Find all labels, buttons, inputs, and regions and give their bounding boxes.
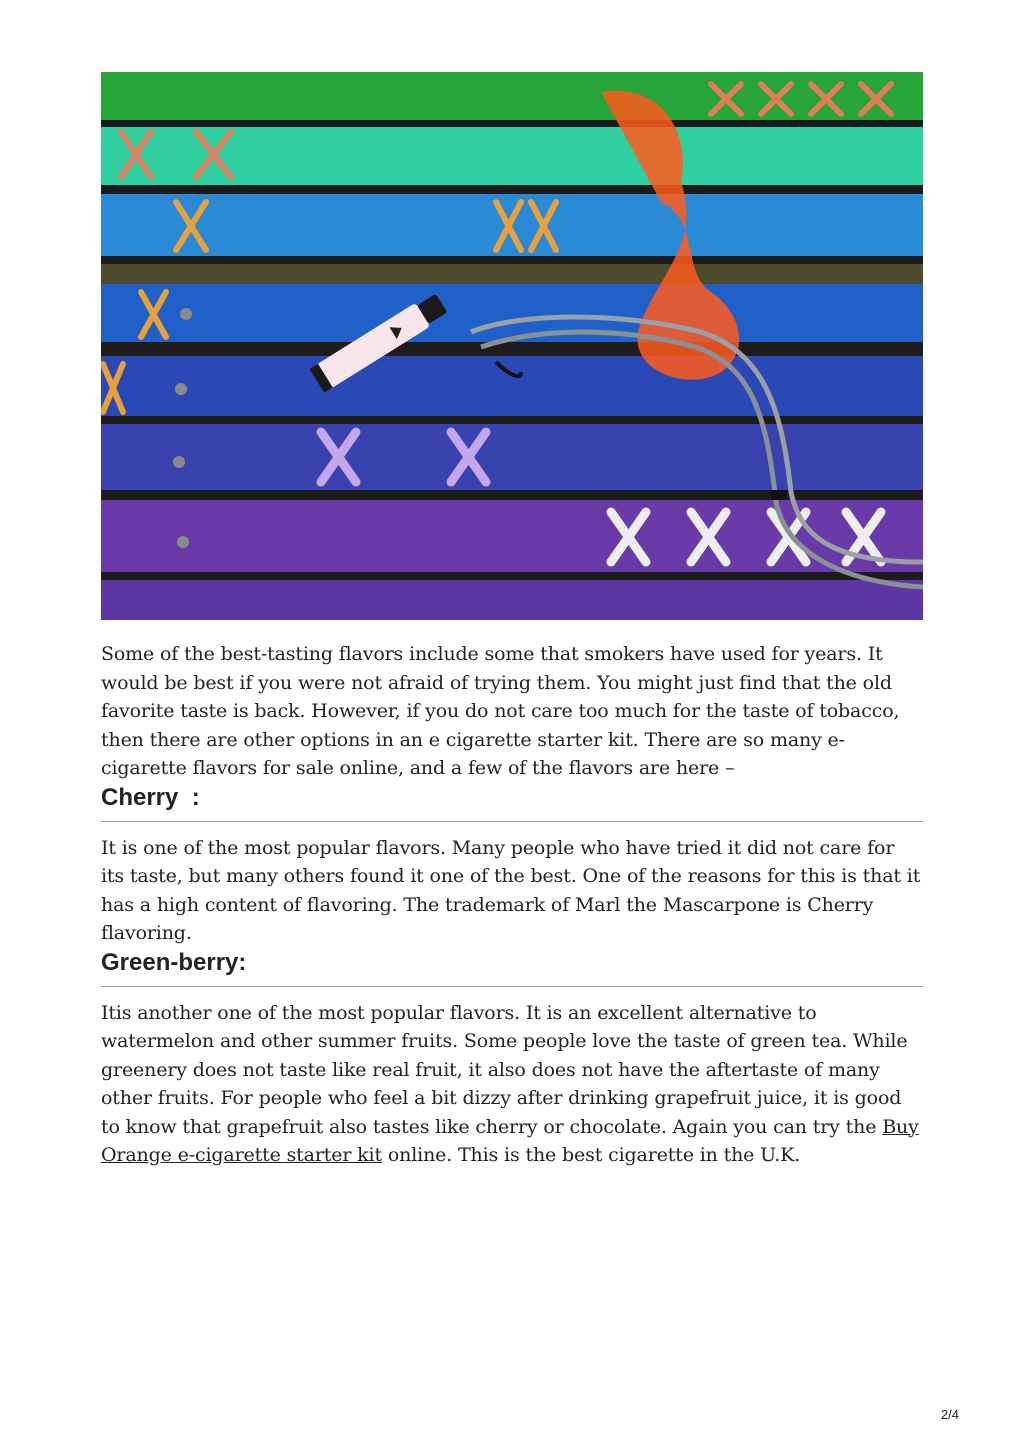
intro-paragraph: Some of the best-tasting flavors include some that smokers have used for years. It would be best if you were not afraid of trying them. You might just find that the old favorite taste is back. However, if you do not care too much for the taste of tobacco, then there are other options in an e cigarette starter kit. There are so many e-cigarette flavors for sale online, and a few of the flavors are here –: [101, 643, 900, 779]
page-number: 2/4: [940, 1407, 959, 1422]
cherry-heading: Cherry :: [101, 783, 923, 822]
painted-bench-photo: [101, 72, 923, 620]
green-berry-text-before-link: Itis another one of the most popular flavors. It is an excellent alternative to watermelon and other summer fruits. Some people love the taste of green tea. While greenery does not taste like real fruit, it also does not have the aftertaste of many other fruits. For people who feel a bit dizzy after drinking grapefruit juice, it is good to know that grapefruit also tastes like cherry or chocolate. Again you can try the: [101, 1001, 908, 1138]
buy-orange-kit-link[interactable]: Buy Orange e-cigarette starter kit: [101, 1115, 919, 1166]
green-berry-paragraph: [101, 999, 923, 1170]
green-berry-heading: Green-berry:: [101, 948, 923, 987]
article-content: [101, 640, 923, 1170]
article-hero-image: [101, 72, 923, 620]
green-berry-text-after-link: online. This is the best cigarette in the U.K.: [381, 1144, 801, 1166]
cherry-paragraph: It is one of the most popular flavors. Many people who have tried it did not care for its taste, but many others found it one of the best. One of the reasons for this is that it has a high content of flavoring. The trademark of Marl the Mascarpone is Cherry flavoring.: [101, 836, 921, 944]
